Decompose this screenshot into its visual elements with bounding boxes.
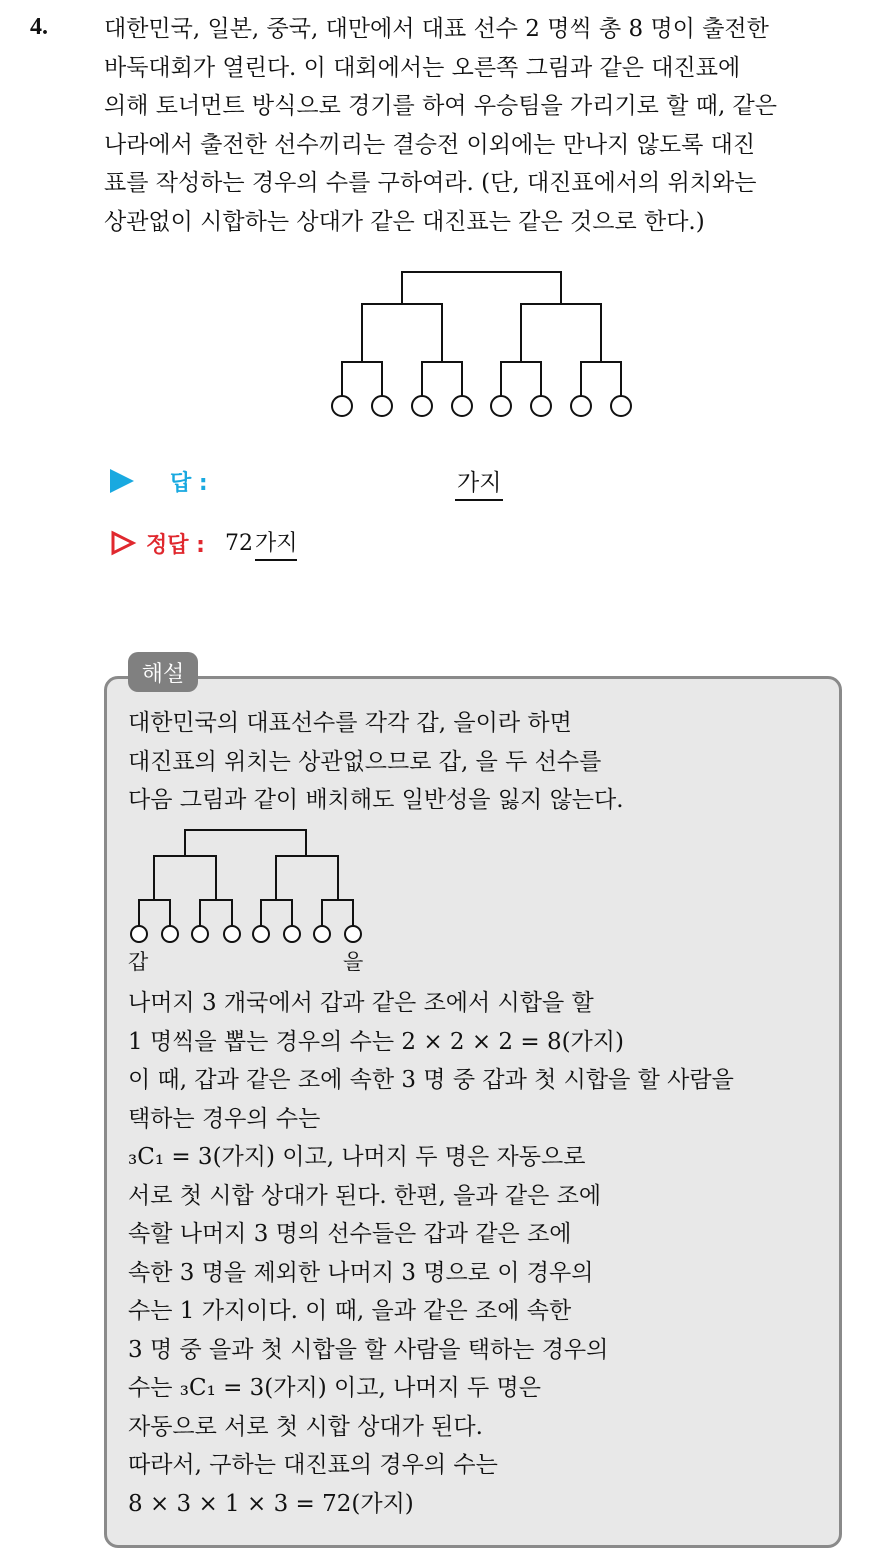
solution-line: 택하는 경우의 수는 [128,1105,321,1132]
correct-label: 정답 : [146,532,205,558]
solution-line: 수는 1 가지이다. 이 때, 을과 같은 조에 속한 [128,1298,572,1324]
bracket-slot [284,926,300,942]
solution-line: 대진표의 위치는 상관없으므로 갑, 을 두 선수를 [128,748,602,775]
bracket-slot [224,926,240,942]
question-line: 대한민국, 일본, 중국, 대만에서 대표 선수 2 명씩 총 8 명이 출전한 [104,16,769,42]
answer-blank: 가지 [455,464,503,501]
solution-tab: 해설 [128,652,198,692]
question-line: 의해 토너먼트 방식으로 경기를 하여 우승팀을 가리기로 할 때, 같은 [104,93,777,119]
answer-label: 답 : [170,470,208,496]
bracket-slot [253,926,269,942]
question-line: 표를 작성하는 경우의 수를 구하여라. (단, 대진표에서의 위치와는 [104,170,757,196]
solution-line: 다음 그림과 같이 배치해도 일반성을 잃지 않는다. [128,787,624,813]
solution-line: 대한민국의 대표선수를 각각 갑, 을이라 하면 [128,710,572,736]
solution-line: 8 × 3 × 1 × 3 = 72(가지) [128,1490,414,1517]
correct-unit: 가지 [255,526,298,561]
solution-line: 서로 첫 시합 상대가 된다. 한편, 을과 같은 조에 [128,1182,602,1209]
bracket-slot [192,926,208,942]
solution-body [128,984,734,1523]
leaf-label-eul: 을 [343,950,364,974]
solution-line: 나머지 3 개국에서 갑과 같은 조에서 시합을 할 [128,990,594,1016]
solution-line: 3 명 중 을과 첫 시합을 할 사람을 택하는 경우의 [128,1336,609,1363]
question-line: 나라에서 출전한 선수끼리는 결승전 이외에는 만나지 않도록 대진 [104,131,756,158]
solution-line: 이 때, 갑과 같은 조에 속한 3 명 중 갑과 첫 시합을 할 사람을 [128,1067,734,1093]
leaf-label-gap: 갑 [128,950,149,974]
bracket-slot [131,926,147,942]
bracket-slot [162,926,178,942]
solution-line: 따라서, 구하는 대진표의 경우의 수는 [128,1452,498,1478]
bracket-slot [314,926,330,942]
bracket-slot [345,926,361,942]
question-line: 바둑대회가 열린다. 이 대회에서는 오른쪽 그림과 같은 대진표에 [104,54,741,81]
question-number: 4. [30,14,48,40]
solution-line: ₃C₁ = 3(가지) 이고, 나머지 두 명은 자동으로 [128,1144,586,1170]
solution-line: 1 명씩을 뽑는 경우의 수는 2 × 2 × 2 = 8(가지) [128,1028,624,1055]
question-line: 상관없이 시합하는 상대가 같은 대진표는 같은 것으로 한다.) [104,208,705,235]
solution-line: 속할 나머지 3 명의 선수들은 갑과 같은 조에 [128,1221,572,1247]
solution-line: 자동으로 서로 첫 시합 상대가 된다. [128,1413,483,1440]
solution-line: 수는 ₃C₁ = 3(가지) 이고, 나머지 두 명은 [128,1375,541,1401]
solution-line: 속한 3 명을 제외한 나머지 3 명으로 이 경우의 [128,1259,594,1286]
correct-value: 72 [224,530,253,556]
